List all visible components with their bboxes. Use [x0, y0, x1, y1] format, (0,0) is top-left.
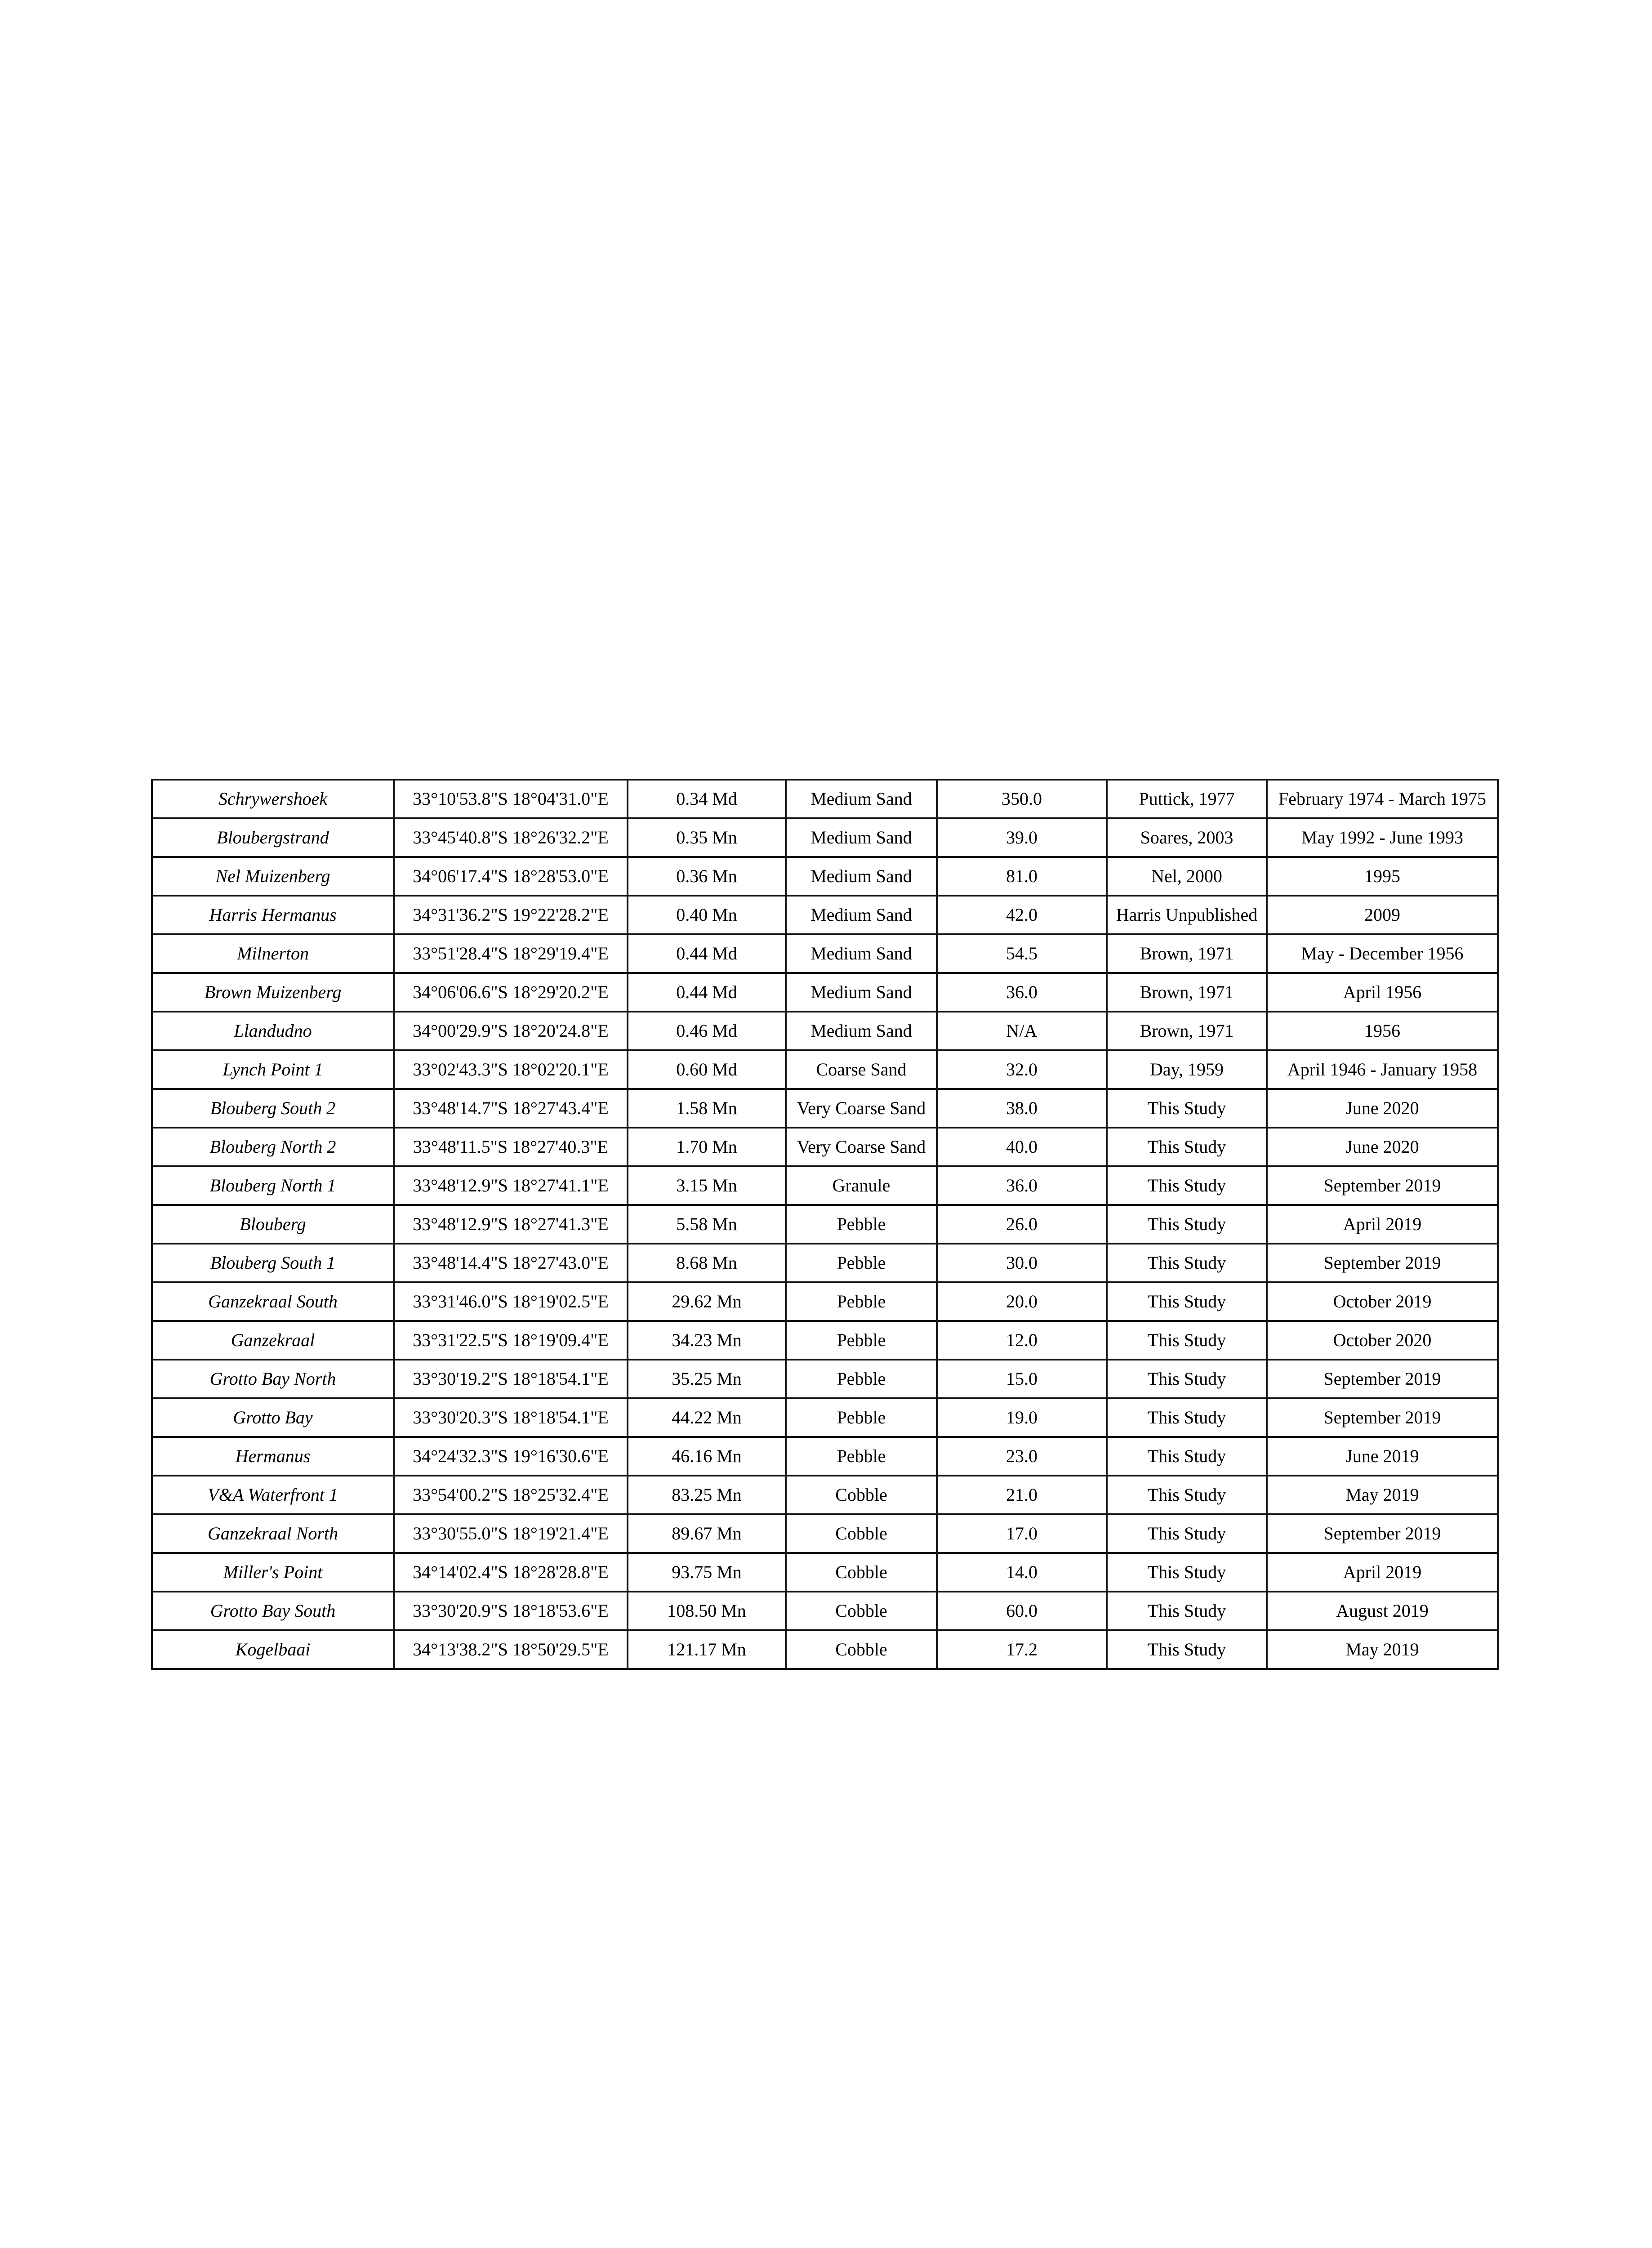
source-cell: This Study — [1107, 1205, 1267, 1244]
sediment-class-cell: Pebble — [786, 1282, 937, 1321]
site-name-cell: V&A Waterfront 1 — [152, 1476, 394, 1514]
source-cell: Brown, 1971 — [1107, 934, 1267, 973]
site-name-cell: Nel Muizenberg — [152, 857, 394, 896]
date-cell: 2009 — [1267, 896, 1498, 934]
table-row — [152, 1244, 1498, 1282]
date-cell: April 2019 — [1267, 1553, 1498, 1592]
site-name-cell: Schrywershoek — [152, 780, 394, 818]
table-row — [152, 1592, 1498, 1630]
date-cell: October 2020 — [1267, 1321, 1498, 1360]
grain-size-cell: 83.25 Mn — [628, 1476, 786, 1514]
grain-size-cell: 1.70 Mn — [628, 1128, 786, 1166]
sediment-class-cell: Pebble — [786, 1398, 937, 1437]
grain-size-cell: 0.44 Md — [628, 973, 786, 1012]
sediment-class-cell: Very Coarse Sand — [786, 1128, 937, 1166]
source-cell: Harris Unpublished — [1107, 896, 1267, 934]
coordinates-cell: 33°48'14.4"S 18°27'43.0"E — [394, 1244, 628, 1282]
site-name-cell: Blouberg North 2 — [152, 1128, 394, 1166]
value-cell: 42.0 — [937, 896, 1107, 934]
grain-size-cell: 0.44 Md — [628, 934, 786, 973]
coordinates-cell: 33°51'28.4"S 18°29'19.4"E — [394, 934, 628, 973]
value-cell: 12.0 — [937, 1321, 1107, 1360]
source-cell: This Study — [1107, 1128, 1267, 1166]
date-cell: June 2020 — [1267, 1128, 1498, 1166]
grain-size-cell: 0.34 Md — [628, 780, 786, 818]
grain-size-cell: 44.22 Mn — [628, 1398, 786, 1437]
coordinates-cell: 33°30'20.3"S 18°18'54.1"E — [394, 1398, 628, 1437]
sediment-class-cell: Granule — [786, 1166, 937, 1205]
coordinates-cell: 34°31'36.2"S 19°22'28.2"E — [394, 896, 628, 934]
site-name-cell: Miller's Point — [152, 1553, 394, 1592]
table-body — [152, 780, 1498, 1669]
sediment-class-cell: Cobble — [786, 1514, 937, 1553]
site-name-cell: Milnerton — [152, 934, 394, 973]
grain-size-cell: 46.16 Mn — [628, 1437, 786, 1476]
value-cell: 60.0 — [937, 1592, 1107, 1630]
table-row — [152, 857, 1498, 896]
date-cell: June 2019 — [1267, 1437, 1498, 1476]
sediment-class-cell: Cobble — [786, 1630, 937, 1669]
coordinates-cell: 33°31'46.0"S 18°19'02.5"E — [394, 1282, 628, 1321]
table-row — [152, 1360, 1498, 1398]
date-cell: October 2019 — [1267, 1282, 1498, 1321]
table-row — [152, 1630, 1498, 1669]
value-cell: 14.0 — [937, 1553, 1107, 1592]
table-row — [152, 1282, 1498, 1321]
sediment-class-cell: Pebble — [786, 1321, 937, 1360]
value-cell: 20.0 — [937, 1282, 1107, 1321]
source-cell: Puttick, 1977 — [1107, 780, 1267, 818]
coordinates-cell: 33°30'55.0"S 18°19'21.4"E — [394, 1514, 628, 1553]
date-cell: September 2019 — [1267, 1166, 1498, 1205]
sediment-class-cell: Medium Sand — [786, 1012, 937, 1050]
coordinates-cell: 33°48'12.9"S 18°27'41.1"E — [394, 1166, 628, 1205]
grain-size-cell: 34.23 Mn — [628, 1321, 786, 1360]
table-row — [152, 1089, 1498, 1128]
value-cell: 21.0 — [937, 1476, 1107, 1514]
coordinates-cell: 34°06'17.4"S 18°28'53.0"E — [394, 857, 628, 896]
coordinates-cell: 33°02'43.3"S 18°02'20.1"E — [394, 1050, 628, 1089]
value-cell: 23.0 — [937, 1437, 1107, 1476]
table-row — [152, 973, 1498, 1012]
date-cell: June 2020 — [1267, 1089, 1498, 1128]
beach-data-table — [151, 779, 1499, 1670]
coordinates-cell: 34°06'06.6"S 18°29'20.2"E — [394, 973, 628, 1012]
table-row — [152, 1050, 1498, 1089]
value-cell: 81.0 — [937, 857, 1107, 896]
source-cell: Brown, 1971 — [1107, 973, 1267, 1012]
sediment-class-cell: Pebble — [786, 1244, 937, 1282]
source-cell: This Study — [1107, 1630, 1267, 1669]
value-cell: 15.0 — [937, 1360, 1107, 1398]
value-cell: 30.0 — [937, 1244, 1107, 1282]
coordinates-cell: 33°54'00.2"S 18°25'32.4"E — [394, 1476, 628, 1514]
source-cell: Brown, 1971 — [1107, 1012, 1267, 1050]
coordinates-cell: 33°10'53.8"S 18°04'31.0"E — [394, 780, 628, 818]
source-cell: This Study — [1107, 1166, 1267, 1205]
coordinates-cell: 33°48'11.5"S 18°27'40.3"E — [394, 1128, 628, 1166]
date-cell: September 2019 — [1267, 1360, 1498, 1398]
grain-size-cell: 108.50 Mn — [628, 1592, 786, 1630]
date-cell: September 2019 — [1267, 1244, 1498, 1282]
sediment-class-cell: Medium Sand — [786, 780, 937, 818]
coordinates-cell: 34°13'38.2"S 18°50'29.5"E — [394, 1630, 628, 1669]
grain-size-cell: 121.17 Mn — [628, 1630, 786, 1669]
grain-size-cell: 3.15 Mn — [628, 1166, 786, 1205]
sediment-class-cell: Medium Sand — [786, 818, 937, 857]
table-row — [152, 896, 1498, 934]
date-cell: September 2019 — [1267, 1398, 1498, 1437]
grain-size-cell: 0.60 Md — [628, 1050, 786, 1089]
site-name-cell: Blouberg South 1 — [152, 1244, 394, 1282]
source-cell: This Study — [1107, 1553, 1267, 1592]
grain-size-cell: 35.25 Mn — [628, 1360, 786, 1398]
site-name-cell: Ganzekraal South — [152, 1282, 394, 1321]
value-cell: 26.0 — [937, 1205, 1107, 1244]
site-name-cell: Blouberg — [152, 1205, 394, 1244]
source-cell: Day, 1959 — [1107, 1050, 1267, 1089]
sediment-class-cell: Cobble — [786, 1476, 937, 1514]
date-cell: May 2019 — [1267, 1476, 1498, 1514]
source-cell: Nel, 2000 — [1107, 857, 1267, 896]
value-cell: 36.0 — [937, 973, 1107, 1012]
coordinates-cell: 33°30'20.9"S 18°18'53.6"E — [394, 1592, 628, 1630]
sediment-class-cell: Medium Sand — [786, 973, 937, 1012]
table-row — [152, 1012, 1498, 1050]
site-name-cell: Llandudno — [152, 1012, 394, 1050]
site-name-cell: Blouberg South 2 — [152, 1089, 394, 1128]
source-cell: This Study — [1107, 1514, 1267, 1553]
source-cell: This Study — [1107, 1398, 1267, 1437]
value-cell: 39.0 — [937, 818, 1107, 857]
date-cell: April 1956 — [1267, 973, 1498, 1012]
coordinates-cell: 33°30'19.2"S 18°18'54.1"E — [394, 1360, 628, 1398]
grain-size-cell: 0.36 Mn — [628, 857, 786, 896]
table-row — [152, 1128, 1498, 1166]
source-cell: This Study — [1107, 1592, 1267, 1630]
sediment-class-cell: Coarse Sand — [786, 1050, 937, 1089]
grain-size-cell: 8.68 Mn — [628, 1244, 786, 1282]
site-name-cell: Ganzekraal — [152, 1321, 394, 1360]
sediment-class-cell: Cobble — [786, 1553, 937, 1592]
sediment-class-cell: Pebble — [786, 1437, 937, 1476]
value-cell: 40.0 — [937, 1128, 1107, 1166]
value-cell: 17.0 — [937, 1514, 1107, 1553]
source-cell: This Study — [1107, 1360, 1267, 1398]
sediment-class-cell: Cobble — [786, 1592, 937, 1630]
value-cell: 54.5 — [937, 934, 1107, 973]
value-cell: 350.0 — [937, 780, 1107, 818]
grain-size-cell: 89.67 Mn — [628, 1514, 786, 1553]
coordinates-cell: 33°48'12.9"S 18°27'41.3"E — [394, 1205, 628, 1244]
source-cell: This Study — [1107, 1476, 1267, 1514]
sediment-class-cell: Pebble — [786, 1205, 937, 1244]
grain-size-cell: 0.46 Md — [628, 1012, 786, 1050]
table-row — [152, 818, 1498, 857]
coordinates-cell: 33°45'40.8"S 18°26'32.2"E — [394, 818, 628, 857]
coordinates-cell: 33°31'22.5"S 18°19'09.4"E — [394, 1321, 628, 1360]
source-cell: This Study — [1107, 1321, 1267, 1360]
site-name-cell: Lynch Point 1 — [152, 1050, 394, 1089]
grain-size-cell: 5.58 Mn — [628, 1205, 786, 1244]
coordinates-cell: 34°14'02.4"S 18°28'28.8"E — [394, 1553, 628, 1592]
date-cell: May 2019 — [1267, 1630, 1498, 1669]
date-cell: September 2019 — [1267, 1514, 1498, 1553]
table-row — [152, 1398, 1498, 1437]
sediment-class-cell: Pebble — [786, 1360, 937, 1398]
table-row — [152, 934, 1498, 973]
value-cell: N/A — [937, 1012, 1107, 1050]
grain-size-cell: 29.62 Mn — [628, 1282, 786, 1321]
value-cell: 19.0 — [937, 1398, 1107, 1437]
site-name-cell: Ganzekraal North — [152, 1514, 394, 1553]
source-cell: Soares, 2003 — [1107, 818, 1267, 857]
coordinates-cell: 34°24'32.3"S 19°16'30.6"E — [394, 1437, 628, 1476]
date-cell: 1956 — [1267, 1012, 1498, 1050]
source-cell: This Study — [1107, 1244, 1267, 1282]
value-cell: 38.0 — [937, 1089, 1107, 1128]
site-name-cell: Grotto Bay North — [152, 1360, 394, 1398]
table-row — [152, 1514, 1498, 1553]
coordinates-cell: 34°00'29.9"S 18°20'24.8"E — [394, 1012, 628, 1050]
date-cell: April 2019 — [1267, 1205, 1498, 1244]
sediment-class-cell: Very Coarse Sand — [786, 1089, 937, 1128]
site-name-cell: Kogelbaai — [152, 1630, 394, 1669]
value-cell: 36.0 — [937, 1166, 1107, 1205]
value-cell: 17.2 — [937, 1630, 1107, 1669]
grain-size-cell: 0.40 Mn — [628, 896, 786, 934]
date-cell: May - December 1956 — [1267, 934, 1498, 973]
site-name-cell: Brown Muizenberg — [152, 973, 394, 1012]
date-cell: April 1946 - January 1958 — [1267, 1050, 1498, 1089]
site-name-cell: Harris Hermanus — [152, 896, 394, 934]
site-name-cell: Bloubergstrand — [152, 818, 394, 857]
value-cell: 32.0 — [937, 1050, 1107, 1089]
grain-size-cell: 93.75 Mn — [628, 1553, 786, 1592]
site-name-cell: Grotto Bay South — [152, 1592, 394, 1630]
source-cell: This Study — [1107, 1437, 1267, 1476]
grain-size-cell: 1.58 Mn — [628, 1089, 786, 1128]
site-name-cell: Hermanus — [152, 1437, 394, 1476]
table-row — [152, 1166, 1498, 1205]
sediment-class-cell: Medium Sand — [786, 934, 937, 973]
site-name-cell: Grotto Bay — [152, 1398, 394, 1437]
source-cell: This Study — [1107, 1089, 1267, 1128]
table-row — [152, 1553, 1498, 1592]
table-row — [152, 1321, 1498, 1360]
site-name-cell: Blouberg North 1 — [152, 1166, 394, 1205]
source-cell: This Study — [1107, 1282, 1267, 1321]
sediment-class-cell: Medium Sand — [786, 857, 937, 896]
table-row — [152, 1476, 1498, 1514]
table-row — [152, 1437, 1498, 1476]
sediment-class-cell: Medium Sand — [786, 896, 937, 934]
date-cell: May 1992 - June 1993 — [1267, 818, 1498, 857]
grain-size-cell: 0.35 Mn — [628, 818, 786, 857]
date-cell: 1995 — [1267, 857, 1498, 896]
table-row — [152, 780, 1498, 818]
date-cell: August 2019 — [1267, 1592, 1498, 1630]
coordinates-cell: 33°48'14.7"S 18°27'43.4"E — [394, 1089, 628, 1128]
table-row — [152, 1205, 1498, 1244]
date-cell: February 1974 - March 1975 — [1267, 780, 1498, 818]
